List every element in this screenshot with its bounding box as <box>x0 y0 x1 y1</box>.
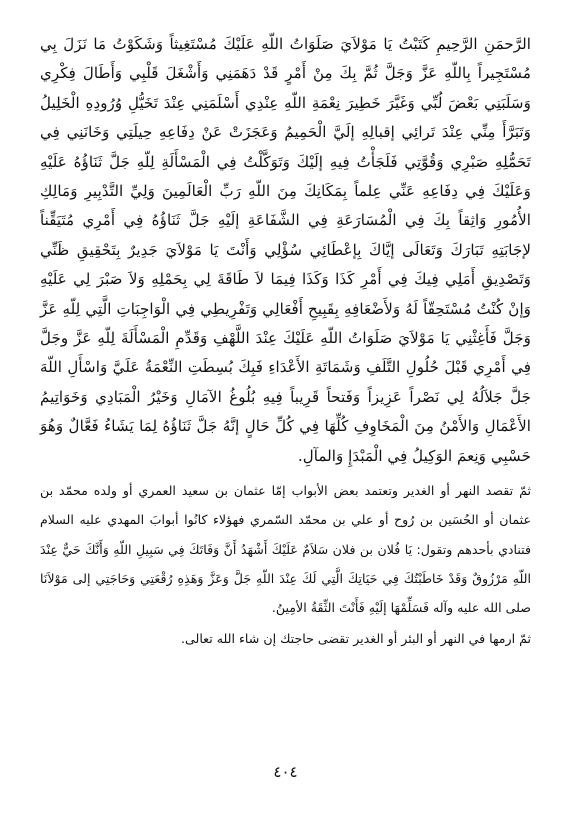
page-number: ٤٠٤ <box>273 763 298 781</box>
instruction-paragraph: ثمّ تقصد النهر أو الغدير وتعتمد بعض الأبواب إمّا عثمان بن سعيد العمري أو ولده محمّد بن عثمان أو الحُسَين بن رُوح أو علي بن محمّد السّمري فهؤلاء كانُوا أبوابَ المهدي عليه السلام فتنادي بأحدهم وتقول: يَا فُلان بن فلان سَلاَمٌ عَلَيْكَ أَشْهَدُ أَنَّ وَفَاتَكَ فِي سَبِيلِ اللّهِ وَأَنَّكَ حَيٌّ عِنْدَ اللّهِ مَرْزُوقٌ وَقَدْ خَاطَبْتُكَ فِي حَيَاتِكَ الَّتِي لَكَ عِنْدَ اللّهِ جَلَّ وَعَزَّ وَهَذِهِ رُقْعَتِي وَحَاجَتِي إلى مَوْلاَنَا صلى الله عليه وآله فَسَلِّمْهَا إلَيْهِ فَأَنْتَ الثِّقَةُ الأمِينُ. <box>40 483 531 615</box>
final-instruction-line: ثمّ ارمها في النهر أو البئر أو الغدير تقضى حاجتك إن شاء الله تعالى. <box>180 631 531 647</box>
dua-paragraph: الرَّحمَنِ الرَّحِيمِ كَتَبْتُ يَا مَوْلاَيَ صَلَوَاتُ اللّهِ عَلَيْكَ مُسْتَغِيثاً وَشَكَوْتُ مَا نَزَلَ بِي مُسْتَجِيراً بِاللّهِ عَزَّ وَجَلَّ ثُمَّ بِكَ مِنْ أَمْرٍ قَدْ دَهَمَنِي وَأَشْغَلَ قَلْبِي وَأَطَالَ فِكْرِي وَسَلَبَنِي بَعْضَ لُبِّي وَغَيَّرَ خَطِيرَ نِعْمَةِ اللّهِ عِنْدِي أَسْلَمَنِي عِنْدَ تَخَيُّلِ وُرُودِهِ الْخَلِيلُ وَتَبَرَّأَ مِنِّي عِنْدَ تَرائِي إقبالِهِ إلَيَّ الْحَمِيمُ وَعَجَزَتْ عَنْ دِفَاعِهِ حِيلَتِي وَخَانَنِي فِي تَحَمُّلِهِ صَبْرِي وَقُوَّتِي فَلَجَأْتُ فِيهِ إلَيْكَ وَتَوَكَّلْتُ فِي الْمَسْأَلَةِ لِلّهِ جَلَّ ثَنَاؤُهُ عَلَيْهِ وَعَلَيْكَ فِي دِفَاعِهِ عَنِّي عِلماً بِمَكَانِكَ مِنَ اللّهِ رَبِّ الْعَالَمِينَ وَلِيِّ التَّدْبِيرِ وَمَالِكِ الأُمُورِ وَاثِقاً بِكَ فِي الْمُسَارَعَةِ فِي الشَّفَاعَةِ إلَيْهِ جَلَّ ثَنَاؤُهُ فِي أَمْرِي مُتَيَقِّناً لإجَابَتِهِ تَبَارَكَ وَتَعَالَى إيَّاكَ بِإعْطَائِي سُؤْلِي وَأَنْتَ يَا مَوْلاَيَ جَدِيرٌ بِتَحْقِيقِ ظَنِّي وَتَصْدِيقِ أَمَلِي فِيكَ فِي أَمْرِ كَذَا وَكَذَا فِيمَا لاَ طَاقَةَ لِي بِحَمْلِهِ وَلاَ صَبْرَ لِي عَلَيْهِ وَإنْ كُنْتُ مُسْتَحِقّاً لَهُ وَلأَضْعَافِهِ بِقَبِيحِ أَفْعَالِي وَتَفْرِيطِي فِي الْوَاجِبَاتِ الَّتِي لِلّهِ عَزَّ وَجَلَّ فَأَغِثْنِي يَا مَوْلاَيَ صَلَوَاتُ اللّهِ عَلَيْكَ عِنْدَ اللَّهْفِ وَقَدِّمِ الْمَسْأَلَةَ لِلّهِ عَزَّ وجَلَّ فِي أَمْرِي قَبْلَ حُلُولِ التَّلَفِ وَشَمَاتَةِ الأَعْدَاءِ فَبِكَ بُسِطَتِ النِّعْمَةُ عَلَيَّ وَاسْأَلِ اللّهَ جَلَّ جَلاَلُهُ لِي نَصْراً عَزِيزاً وَفَتحاً قَرِيباً فِيهِ بُلُوغُ الآمَالِ وَخَيْرُ الْمَبَادِي وَخَوَاتِيمُ الأَعْمَالِ وَالأَمْنُ مِنَ الْمَخَاوِفِ كُلِّهَا فِي كُلِّ حَالٍ إنَّهُ جَلَّ ثَنَاؤُهُ لِمَا يَشَاءُ فَعَّالٌ وَهُوَ حَسْبِي وَنِعمَ الوَكِيلُ فِي الْمَبْدَإِ وَالمآلِ. <box>40 35 531 465</box>
document-page <box>40 30 531 653</box>
